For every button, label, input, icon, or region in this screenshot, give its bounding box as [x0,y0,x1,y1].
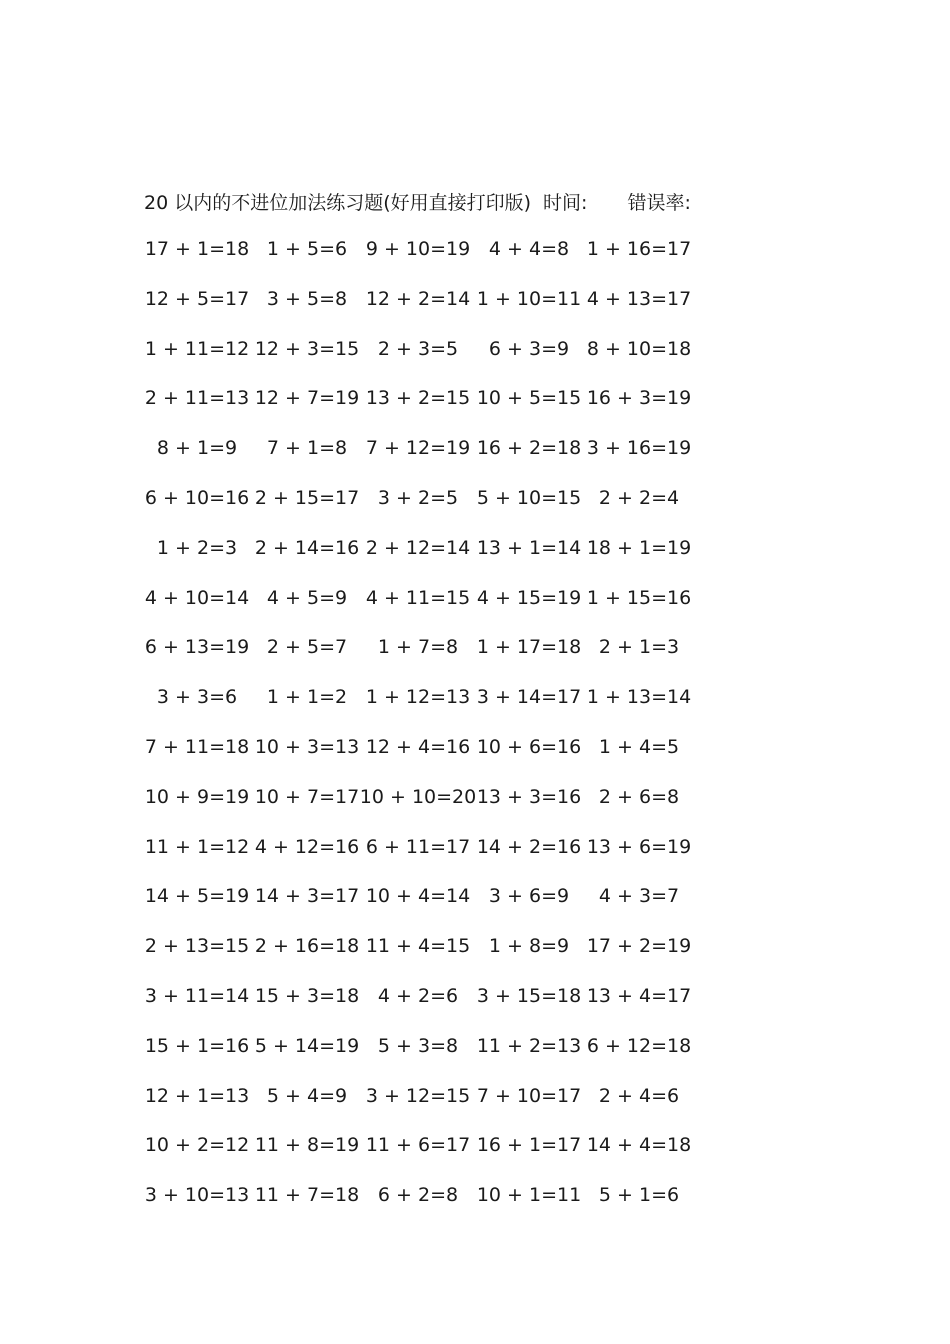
addition-problem: 1 + 2=3 [156,536,238,559]
problem-row [0,533,950,563]
addition-problem: 10 + 1=11 [476,1184,582,1207]
addition-problem: 11 + 1=12 [144,835,250,858]
addition-problem: 4 + 2=6 [377,985,459,1007]
addition-problem: 6 + 11=17 [365,835,471,858]
worksheet-title: 20 以内的不进位加法练习题(好用直接打印版) [144,191,532,214]
addition-problem: 3 + 11=14 [144,985,250,1007]
addition-problem: 2 + 15=17 [254,487,360,509]
addition-problem: 16 + 3=19 [586,387,692,410]
addition-problem: 10 + 6=16 [476,736,582,758]
addition-problem: 11 + 2=13 [476,1034,582,1057]
problem-row [0,632,950,662]
addition-problem: 7 + 1=8 [266,437,348,460]
time-label: 时间: [543,191,588,214]
addition-problem: 2 + 11=13 [144,387,250,410]
addition-problem: 11 + 6=17 [365,1134,471,1157]
problem-row [0,334,950,364]
problem-row [0,881,950,911]
problem-row [0,931,950,961]
problem-row [0,1180,950,1210]
addition-problem: 4 + 5=9 [266,586,348,609]
addition-problem: 5 + 3=8 [377,1034,459,1057]
problem-row [0,583,950,613]
addition-problem: 4 + 3=7 [598,885,680,908]
addition-problem: 18 + 1=19 [586,536,692,559]
addition-problem: 3 + 16=19 [586,437,692,460]
problem-row [0,832,950,862]
addition-problem: 12 + 2=14 [365,287,471,310]
addition-problem: 6 + 13=19 [144,636,250,659]
addition-problem: 4 + 11=15 [365,586,471,609]
addition-problem: 13 + 3=16 [476,785,582,808]
addition-problem: 2 + 13=15 [144,935,250,958]
addition-problem: 1 + 13=14 [586,686,692,709]
addition-problem: 10 + 5=15 [476,387,582,410]
addition-problem: 2 + 12=14 [365,536,471,559]
addition-problem: 7 + 11=18 [144,736,250,758]
addition-problem: 10 + 2=12 [144,1134,250,1157]
addition-problem: 14 + 3=17 [254,885,360,908]
addition-problem: 12 + 3=15 [254,337,360,360]
addition-problem: 11 + 7=18 [254,1184,360,1207]
problem-row [0,1081,950,1111]
addition-problem: 10 + 9=19 [144,785,250,808]
addition-problem: 6 + 12=18 [586,1034,692,1057]
problem-row [0,1031,950,1061]
addition-problem: 3 + 5=8 [266,287,348,310]
addition-problem: 3 + 2=5 [377,487,459,509]
problem-row [0,1130,950,1160]
addition-problem: 16 + 2=18 [476,437,582,460]
addition-problem: 10 + 7=17 [254,785,360,808]
addition-problem: 2 + 2=4 [598,487,680,509]
problem-row [0,732,950,762]
addition-problem: 7 + 12=19 [365,437,471,460]
addition-problem: 5 + 10=15 [476,487,582,509]
addition-problem: 5 + 1=6 [598,1184,680,1207]
addition-problem: 8 + 10=18 [586,337,692,360]
addition-problem: 4 + 4=8 [488,238,570,260]
addition-problem: 4 + 13=17 [586,287,692,310]
problem-row [0,981,950,1011]
addition-problem: 2 + 14=16 [254,536,360,559]
addition-problem: 1 + 4=5 [598,736,680,758]
addition-problem: 13 + 2=15 [365,387,471,410]
addition-problem: 13 + 6=19 [586,835,692,858]
addition-problem: 3 + 15=18 [476,985,582,1007]
addition-problem: 7 + 10=17 [476,1084,582,1107]
addition-problem: 8 + 1=9 [156,437,238,460]
addition-problem: 2 + 4=6 [598,1084,680,1107]
addition-problem: 9 + 10=19 [365,238,471,260]
addition-problem: 13 + 1=14 [476,536,582,559]
addition-problem: 1 + 8=9 [488,935,570,958]
addition-problem: 11 + 8=19 [254,1134,360,1157]
addition-problem: 1 + 7=8 [377,636,459,659]
addition-problem: 1 + 17=18 [476,636,582,659]
addition-problem: 1 + 10=11 [476,287,582,310]
problem-row [0,682,950,712]
addition-problem: 16 + 1=17 [476,1134,582,1157]
problem-row [0,383,950,413]
addition-problem: 2 + 1=3 [598,636,680,659]
addition-problem: 5 + 4=9 [266,1084,348,1107]
addition-problem: 12 + 4=16 [365,736,471,758]
addition-problem: 11 + 4=15 [365,935,471,958]
addition-problem: 3 + 12=15 [365,1084,471,1107]
addition-problem: 12 + 5=17 [144,287,250,310]
addition-problem: 1 + 1=2 [266,686,348,709]
addition-problem: 4 + 10=14 [144,586,250,609]
addition-problem: 13 + 4=17 [586,985,692,1007]
addition-problem: 2 + 5=7 [266,636,348,659]
addition-problem: 10 + 4=14 [365,885,471,908]
problem-row [0,782,950,812]
addition-problem: 17 + 2=19 [586,935,692,958]
addition-problem: 12 + 1=13 [144,1084,250,1107]
addition-problem: 17 + 1=18 [144,238,250,260]
addition-problem: 2 + 16=18 [254,935,360,958]
addition-problem: 2 + 3=5 [377,337,459,360]
addition-problem: 2 + 6=8 [598,785,680,808]
addition-problem: 15 + 1=16 [144,1034,250,1057]
addition-problem: 1 + 12=13 [365,686,471,709]
addition-problem: 15 + 3=18 [254,985,360,1007]
problem-row [0,483,950,513]
addition-problem: 1 + 5=6 [266,238,348,260]
problem-row [0,234,950,264]
addition-problem: 14 + 5=19 [144,885,250,908]
addition-problem: 1 + 11=12 [144,337,250,360]
addition-problem: 1 + 16=17 [586,238,692,260]
addition-problem: 10 + 3=13 [254,736,360,758]
addition-problem: 6 + 2=8 [377,1184,459,1207]
addition-problem: 4 + 12=16 [254,835,360,858]
addition-problem: 14 + 2=16 [476,835,582,858]
addition-problem: 3 + 10=13 [144,1184,250,1207]
addition-problem: 3 + 6=9 [488,885,570,908]
addition-problem: 6 + 3=9 [488,337,570,360]
error-rate-label: 错误率: [627,191,691,214]
addition-problem: 6 + 10=16 [144,487,250,509]
addition-problem: 3 + 14=17 [476,686,582,709]
addition-problem: 4 + 15=19 [476,586,582,609]
problem-row [0,284,950,314]
problem-row [0,433,950,463]
addition-problem: 12 + 7=19 [254,387,360,410]
addition-problem: 10 + 10=20 [359,785,477,808]
addition-problem: 5 + 14=19 [254,1034,360,1057]
addition-problem: 14 + 4=18 [586,1134,692,1157]
addition-problem: 3 + 3=6 [156,686,238,709]
addition-problem: 1 + 15=16 [586,586,692,609]
